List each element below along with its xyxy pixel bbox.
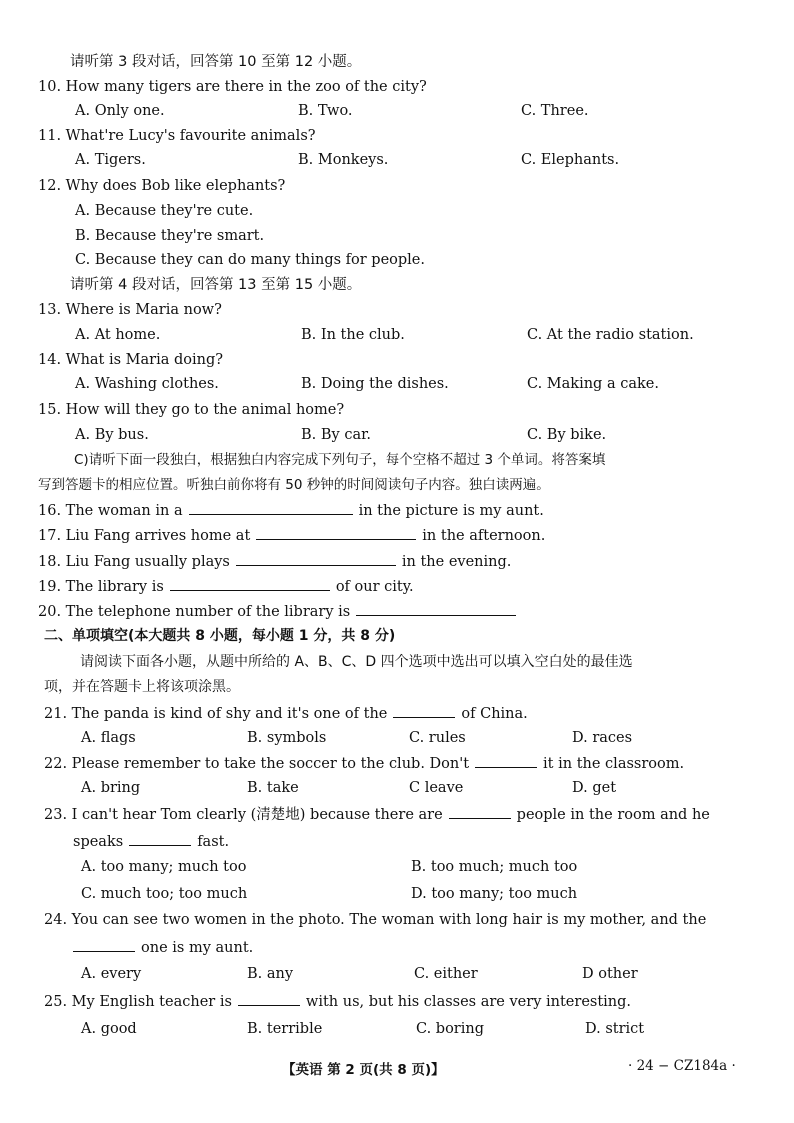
q16-text-after: in the picture is my aunt. — [358, 503, 544, 519]
question-15: 15. How will they go to the animal home? — [38, 402, 345, 418]
question-17 — [0, 525, 545, 546]
q19-text-before: 19. The library is — [38, 579, 164, 595]
q17-answer-blank[interactable] — [256, 525, 416, 540]
q12-option-a: A. Because they're cute. — [75, 203, 254, 219]
page-number: 【英语 第 2 页(共 8 页)】 — [282, 1062, 445, 1078]
q23-answer-blank-1[interactable] — [449, 804, 511, 819]
q25-text-after: with us, but his classes are very interesting. — [305, 994, 632, 1010]
q21-option-c: C. rules — [409, 730, 466, 746]
q23-answer-blank-2[interactable] — [129, 831, 191, 846]
section-2-instruction-line-2: 项，并在答题卡上将该项涂黑。 — [44, 679, 240, 695]
q22-option-c: C leave — [409, 780, 464, 796]
q15-option-a: A. By bus. — [75, 427, 149, 443]
question-22 — [0, 753, 684, 774]
section-2-instruction-line-1: 请阅读下面各小题，从题中所给的 A、B、C、D 四个选项中选出可以填入空白处的最佳选 — [80, 654, 633, 670]
question-18 — [0, 551, 511, 572]
section-2-heading: 二、单项填空(本大题共 8 小题，每小题 1 分，共 8 分) — [44, 628, 396, 644]
section-c-instruction-line-1: C)请听下面一段独白，根据独白内容完成下列句子，每个空格不超过 3 个单词。将答案填 — [74, 452, 606, 468]
q21-text-before: 21. The panda is kind of shy and it's one of the — [44, 706, 388, 722]
q11-option-b: B. Monkeys. — [298, 152, 389, 168]
q17-text-before: 17. Liu Fang arrives home at — [38, 528, 251, 544]
q23-option-b: B. too much; much too — [411, 859, 578, 875]
q16-text-before: 16. The woman in a — [38, 503, 183, 519]
q21-text-after: of China. — [461, 706, 528, 722]
q21-option-b: B. symbols — [247, 730, 327, 746]
question-20 — [0, 601, 522, 622]
q18-answer-blank[interactable] — [236, 551, 396, 566]
q23-text-after: people in the room and he — [516, 807, 710, 823]
section-c-instruction-line-2: 写到答题卡的相应位置。听独白前你将有 50 秒钟的时间阅读句子内容。独白读两遍。 — [38, 477, 550, 493]
question-25 — [0, 991, 631, 1012]
q22-text-before: 22. Please remember to take the soccer to the club. Don't — [44, 756, 470, 772]
q10-option-b: B. Two. — [298, 103, 353, 119]
q19-answer-blank[interactable] — [170, 576, 330, 591]
q10-option-a: A. Only one. — [75, 103, 165, 119]
q13-option-b: B. In the club. — [301, 327, 405, 343]
q25-option-b: B. terrible — [247, 1021, 323, 1037]
q24-option-a: A. every — [81, 966, 142, 982]
intro-dialogue-3: 请听第 3 段对话，回答第 10 至第 12 小题。 — [70, 54, 362, 70]
q22-option-b: B. take — [247, 780, 299, 796]
q24-option-c: C. either — [414, 966, 478, 982]
q25-answer-blank[interactable] — [238, 991, 300, 1006]
q25-text-before: 25. My English teacher is — [44, 994, 232, 1010]
q22-text-after: it in the classroom. — [543, 756, 685, 772]
question-23-line-2 — [0, 831, 229, 852]
question-24-line-2 — [0, 937, 253, 958]
q21-option-d: D. races — [572, 730, 633, 746]
q25-option-d: D. strict — [585, 1021, 645, 1037]
q21-answer-blank[interactable] — [393, 703, 455, 718]
question-12: 12. Why does Bob like elephants? — [38, 178, 286, 194]
q25-option-a: A. good — [81, 1021, 137, 1037]
q23-text-before: 23. I can't hear Tom clearly (清楚地) because there are — [44, 807, 443, 823]
q22-option-d: D. get — [572, 780, 617, 796]
question-19 — [0, 576, 414, 597]
q18-text-after: in the evening. — [401, 554, 512, 570]
question-23 — [0, 804, 710, 825]
q17-text-after: in the afternoon. — [422, 528, 546, 544]
q15-option-b: B. By car. — [301, 427, 372, 443]
q23-option-c: C. much too; too much — [81, 886, 248, 902]
question-13: 13. Where is Maria now? — [38, 302, 222, 318]
q14-option-c: C. Making a cake. — [527, 376, 659, 392]
q12-option-c: C. Because they can do many things for people. — [75, 252, 425, 268]
q21-option-a: A. flags — [81, 730, 136, 746]
q23-line2-before: speaks — [73, 834, 124, 850]
q24-option-d: D other — [582, 966, 638, 982]
question-24: 24. You can see two women in the photo. The woman with long hair is my mother, and the — [44, 912, 707, 928]
q16-answer-blank[interactable] — [189, 500, 353, 515]
q24-option-b: B. any — [247, 966, 294, 982]
q12-option-b: B. Because they're smart. — [75, 228, 265, 244]
q14-option-a: A. Washing clothes. — [75, 376, 219, 392]
q14-option-b: B. Doing the dishes. — [301, 376, 449, 392]
intro-dialogue-4: 请听第 4 段对话，回答第 13 至第 15 小题。 — [70, 277, 362, 293]
question-21 — [0, 703, 528, 724]
q15-option-c: C. By bike. — [527, 427, 607, 443]
q11-option-a: A. Tigers. — [75, 152, 146, 168]
exam-code: · 24 − CZ184a · — [628, 1058, 736, 1074]
q20-answer-blank[interactable] — [356, 601, 516, 616]
q13-option-c: C. At the radio station. — [527, 327, 694, 343]
q22-option-a: A. bring — [81, 780, 141, 796]
q10-option-c: C. Three. — [521, 103, 589, 119]
question-14: 14. What is Maria doing? — [38, 352, 224, 368]
q25-option-c: C. boring — [416, 1021, 484, 1037]
q11-option-c: C. Elephants. — [521, 152, 620, 168]
q18-text-before: 18. Liu Fang usually plays — [38, 554, 230, 570]
q24-line2-after: one is my aunt. — [141, 940, 254, 956]
q13-option-a: A. At home. — [75, 327, 161, 343]
question-10: 10. How many tigers are there in the zoo of the city? — [38, 79, 427, 95]
q23-option-d: D. too many; too much — [411, 886, 578, 902]
question-11: 11. What're Lucy's favourite animals? — [38, 128, 316, 144]
q22-answer-blank[interactable] — [475, 753, 537, 768]
q23-option-a: A. too many; much too — [81, 859, 247, 875]
q24-answer-blank[interactable] — [73, 937, 135, 952]
question-16 — [0, 500, 544, 521]
q20-text-before: 20. The telephone number of the library is — [38, 604, 351, 620]
q23-line2-after: fast. — [197, 834, 230, 850]
q19-text-after: of our city. — [335, 579, 414, 595]
